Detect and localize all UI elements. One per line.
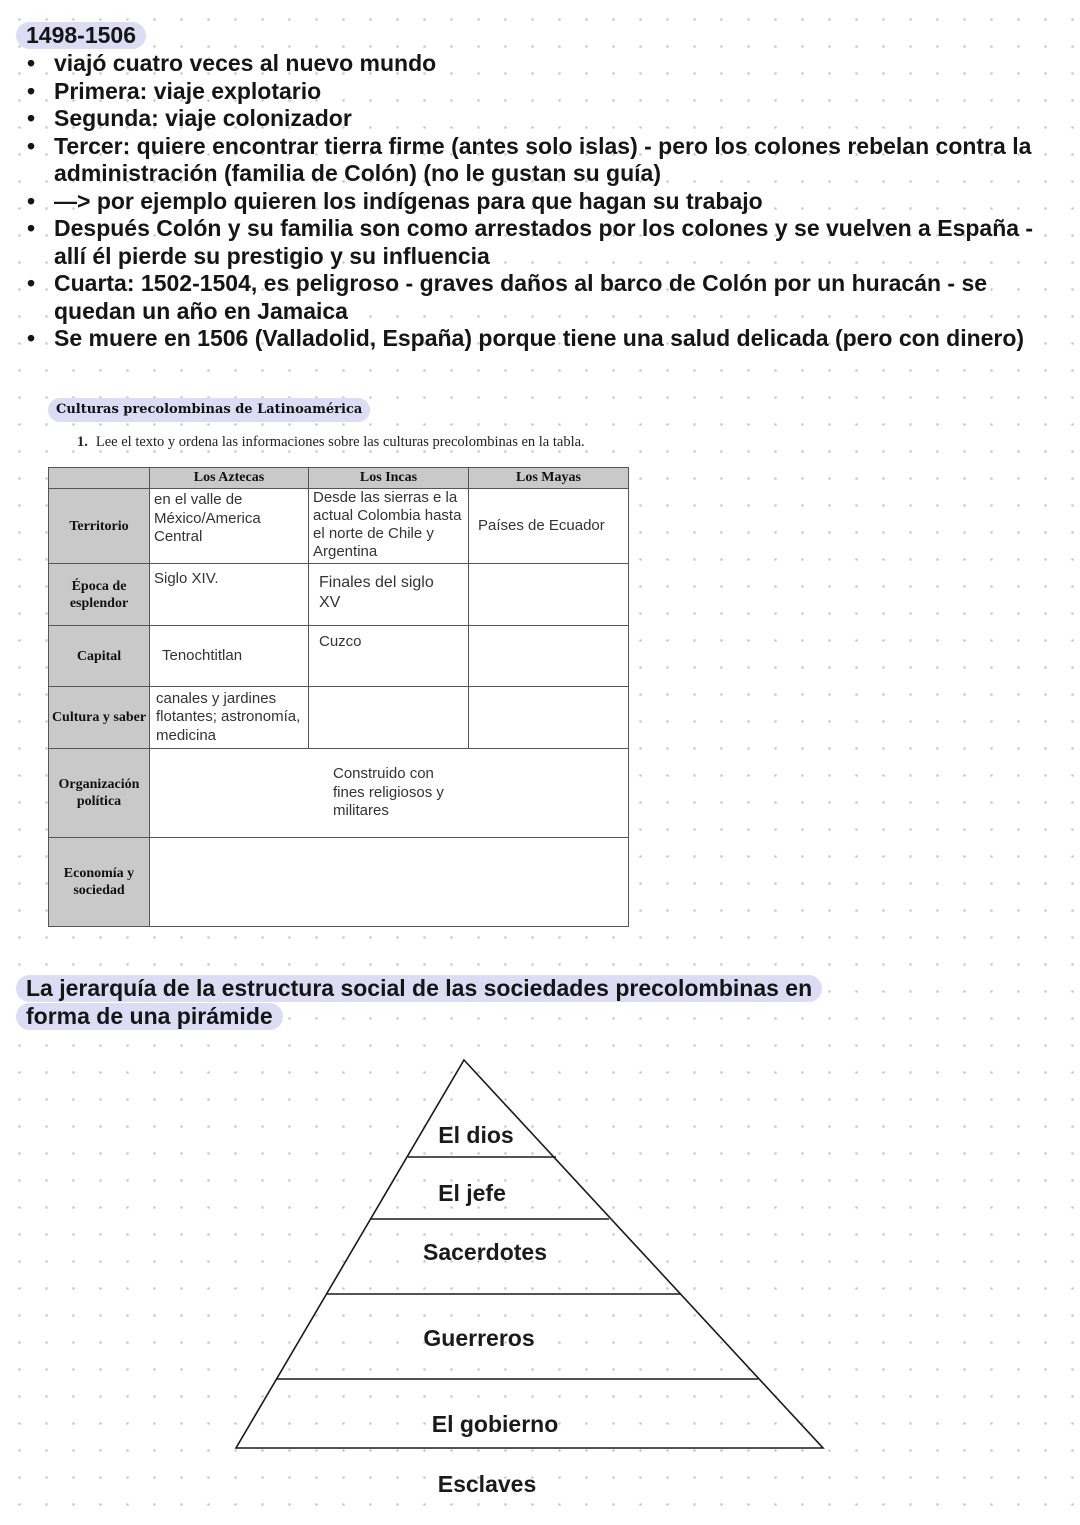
pyramid-tier-label: Guerreros bbox=[423, 1325, 535, 1351]
table-row bbox=[49, 749, 629, 838]
table-cell[interactable]: Tenochtitlan bbox=[150, 626, 309, 687]
worksheet-title: Culturas precolombinas de Latinoamérica bbox=[48, 398, 370, 422]
instruction-text: Lee el texto y ordena las informaciones sobre las culturas precolombinas en la tabla. bbox=[95, 434, 585, 450]
table-row bbox=[49, 687, 629, 749]
notes-list bbox=[0, 50, 1070, 353]
table-row bbox=[49, 626, 629, 687]
table-cell-merged[interactable] bbox=[150, 838, 629, 927]
list-item: • Primera: viaje explotario bbox=[27, 77, 322, 104]
table-cell-merged[interactable]: Construido con fines religiosos y militares bbox=[150, 749, 629, 838]
table-header-row bbox=[49, 468, 629, 489]
column-header: Los Aztecas bbox=[150, 468, 309, 489]
table-row bbox=[49, 489, 629, 564]
list-item: • Se muere en 1506 (Valladolid, España) porque tiene una salud delicada (pero con dinero) bbox=[27, 325, 1025, 351]
pyramid-tier-label: El jefe bbox=[438, 1180, 506, 1206]
row-header: Época de esplendor bbox=[49, 564, 150, 626]
table-cell[interactable] bbox=[309, 687, 469, 749]
table-cell[interactable]: Siglo XIV. bbox=[150, 564, 309, 626]
cultures-table bbox=[48, 467, 629, 927]
table-cell[interactable] bbox=[469, 626, 629, 687]
list-item: • Cuarta: 1502-1504, es peligroso - graves daños al barco de Colón por un huracán - se quedan un año en Jamaica bbox=[27, 270, 988, 324]
list-item: • viajó cuatro veces al nuevo mundo bbox=[27, 50, 437, 76]
pyramid-tier-label: El gobierno bbox=[431, 1411, 559, 1437]
table-row bbox=[49, 838, 629, 927]
table-cell[interactable] bbox=[469, 687, 629, 749]
column-header: Los Mayas bbox=[469, 468, 629, 489]
list-item: • Después Colón y su familia son como arrestados por los colones y se vuelven a España - allí él pierde su prestigio y su influencia bbox=[27, 215, 1034, 269]
table-cell[interactable]: en el valle de México/America Central bbox=[150, 489, 309, 564]
corner-cell bbox=[49, 468, 150, 489]
header-date-range: 1498-1506 bbox=[16, 22, 146, 49]
table-cell[interactable]: Finales del siglo XV bbox=[309, 564, 469, 626]
list-item: • Tercer: quiere encontrar tierra firme (antes solo islas) - pero los colones rebelan contra la administración (familia de Colón) (no le gustan su guía) bbox=[27, 132, 1032, 186]
row-header: Cultura y saber bbox=[49, 687, 150, 749]
table-cell[interactable]: Cuzco bbox=[309, 626, 469, 687]
column-header: Los Incas bbox=[309, 468, 469, 489]
row-header: Territorio bbox=[49, 489, 150, 564]
table-row bbox=[49, 564, 629, 626]
pyramid-tier-label: Sacerdotes bbox=[422, 1239, 548, 1265]
pyramid-title-line: La jerarquía de la estructura social de las sociedades precolombinas en bbox=[16, 975, 822, 1002]
table-cell[interactable]: Países de Ecuador bbox=[469, 489, 629, 564]
worksheet-instruction bbox=[77, 434, 585, 451]
list-item: • —> por ejemplo quieren los indígenas para que hagan su trabajo bbox=[27, 187, 763, 214]
row-header: Economía y sociedad bbox=[49, 838, 150, 927]
row-header: Capital bbox=[49, 626, 150, 687]
row-header: Organización política bbox=[49, 749, 150, 838]
list-item: • Segunda: viaje colonizador bbox=[27, 105, 352, 131]
pyramid-title-line: forma de una pirámide bbox=[16, 1003, 283, 1030]
table-cell[interactable]: canales y jardines flotantes; astronomía, medicina bbox=[150, 687, 309, 749]
table-cell[interactable]: Desde las sierras e la actual Colombia hasta el norte de Chile y Argentina bbox=[309, 489, 469, 564]
pyramid-tier-label: Esclaves bbox=[437, 1471, 537, 1497]
table-cell[interactable] bbox=[469, 564, 629, 626]
pyramid-section-title bbox=[16, 975, 876, 1031]
pyramid-tier-label: El dios bbox=[438, 1122, 514, 1148]
social-pyramid-diagram bbox=[0, 1050, 1080, 1520]
instruction-number: 1. bbox=[77, 434, 88, 450]
